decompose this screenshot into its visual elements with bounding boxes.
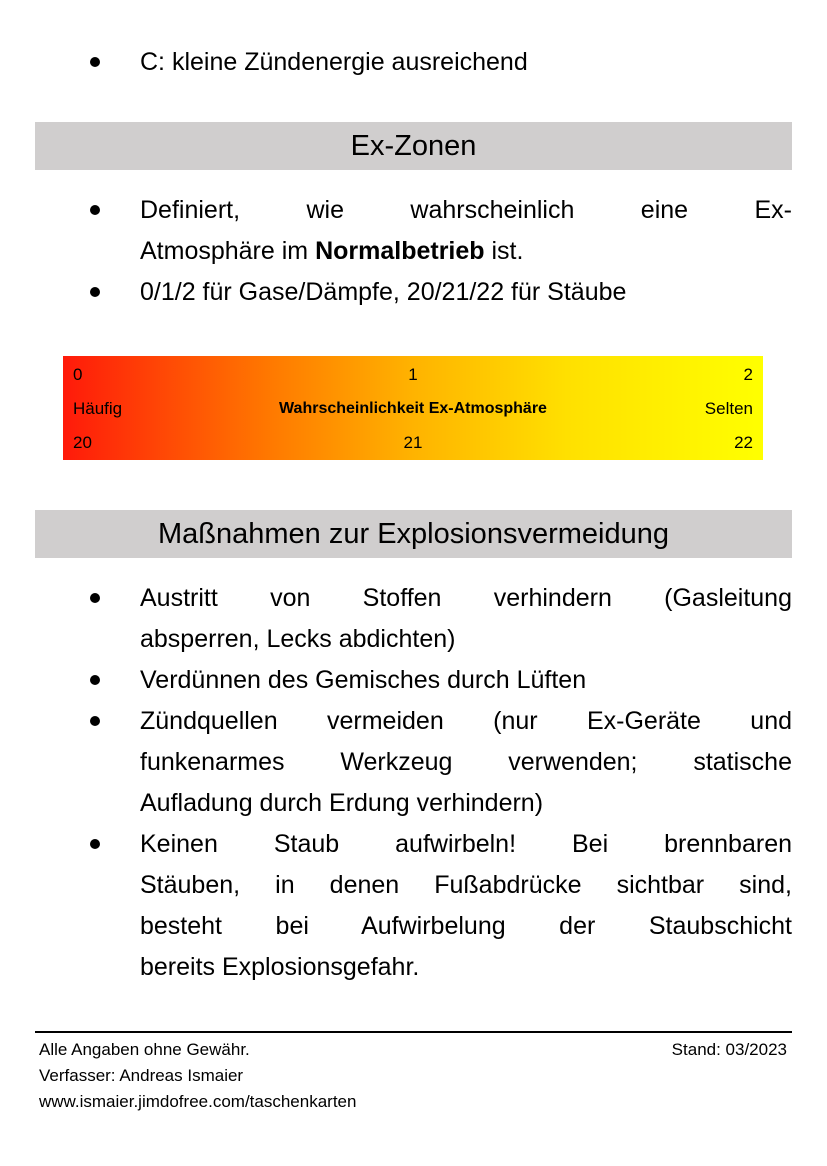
scale-row-probability bbox=[73, 397, 753, 421]
list-item bbox=[0, 660, 827, 701]
zone-1-label: 1 bbox=[408, 365, 418, 384]
list-item-text: bereits Explosionsgefahr. bbox=[140, 953, 420, 981]
bullet-icon bbox=[90, 57, 100, 67]
massnahmen-list bbox=[0, 578, 827, 988]
list-item-text: C: kleine Zündenergie ausreichend bbox=[140, 48, 528, 76]
bullet-icon bbox=[90, 839, 100, 849]
list-item bbox=[0, 272, 827, 313]
section-header-ex-zonen: Ex-Zonen bbox=[35, 122, 792, 170]
list-item-text: besteht bei Aufwirbelung der Staubschicht bbox=[140, 912, 792, 940]
rare-label: Selten bbox=[704, 399, 753, 418]
scale-row-dust-zones bbox=[73, 431, 753, 455]
ex-zonen-list bbox=[0, 190, 827, 313]
list-item bbox=[0, 701, 827, 824]
emphasis-normalbetrieb: Normalbetrieb bbox=[315, 237, 485, 265]
list-item-text: Austritt von Stoffen verhindern (Gasleitung bbox=[140, 584, 792, 612]
list-item-text: Zündquellen vermeiden (nur Ex-Geräte und bbox=[140, 707, 792, 735]
bullet-icon bbox=[90, 205, 100, 215]
list-item-text: 0/1/2 für Gase/Dämpfe, 20/21/22 für Stäube bbox=[140, 278, 627, 306]
list-item bbox=[0, 824, 827, 988]
text-fragment: Atmosphäre im bbox=[140, 237, 316, 265]
list-item-text: absperren, Lecks abdichten) bbox=[140, 625, 456, 653]
intro-list bbox=[0, 42, 827, 83]
footer-author: Verfasser: Andreas Ismaier bbox=[39, 1066, 244, 1085]
frequent-label: Häufig bbox=[73, 399, 123, 418]
text-fragment: ist. bbox=[484, 237, 524, 265]
list-item-text: funkenarmes Werkzeug verwenden; statische bbox=[140, 748, 792, 776]
zone-20-label: 20 bbox=[73, 433, 92, 452]
list-item-text: Stäuben, in denen Fußabdrücke sichtbar sind, bbox=[140, 871, 792, 899]
list-item-text: Keinen Staub aufwirbeln! Bei brennbaren bbox=[140, 830, 792, 858]
section-header-massnahmen: Maßnahmen zur Explosionsvermeidung bbox=[35, 510, 792, 558]
list-item bbox=[0, 42, 827, 83]
bullet-icon bbox=[90, 287, 100, 297]
zone-probability-scale bbox=[63, 356, 763, 460]
footer-divider bbox=[35, 1031, 792, 1033]
bullet-icon bbox=[90, 593, 100, 603]
scale-row-gas-zones bbox=[73, 363, 753, 387]
footer-date: Stand: 03/2023 bbox=[671, 1040, 787, 1059]
bullet-icon bbox=[90, 716, 100, 726]
zone-0-label: 0 bbox=[73, 365, 83, 384]
footer-website-link[interactable]: www.ismaier.jimdofree.com/taschenkarten bbox=[39, 1092, 357, 1111]
list-item bbox=[0, 190, 827, 272]
footer-disclaimer: Alle Angaben ohne Gewähr. bbox=[39, 1040, 250, 1059]
list-item-text bbox=[140, 231, 792, 272]
bullet-icon bbox=[90, 675, 100, 685]
list-item bbox=[0, 578, 827, 660]
zone-2-label: 2 bbox=[743, 365, 753, 384]
zone-22-label: 22 bbox=[734, 433, 753, 452]
list-item-text: Definiert, wie wahrscheinlich eine Ex- bbox=[140, 196, 792, 224]
scale-title: Wahrscheinlichkeit Ex-Atmosphäre bbox=[279, 400, 547, 417]
zone-21-label: 21 bbox=[403, 433, 423, 452]
list-item-text: Verdünnen des Gemisches durch Lüften bbox=[140, 666, 587, 694]
list-item-text: Aufladung durch Erdung verhindern) bbox=[140, 789, 544, 817]
